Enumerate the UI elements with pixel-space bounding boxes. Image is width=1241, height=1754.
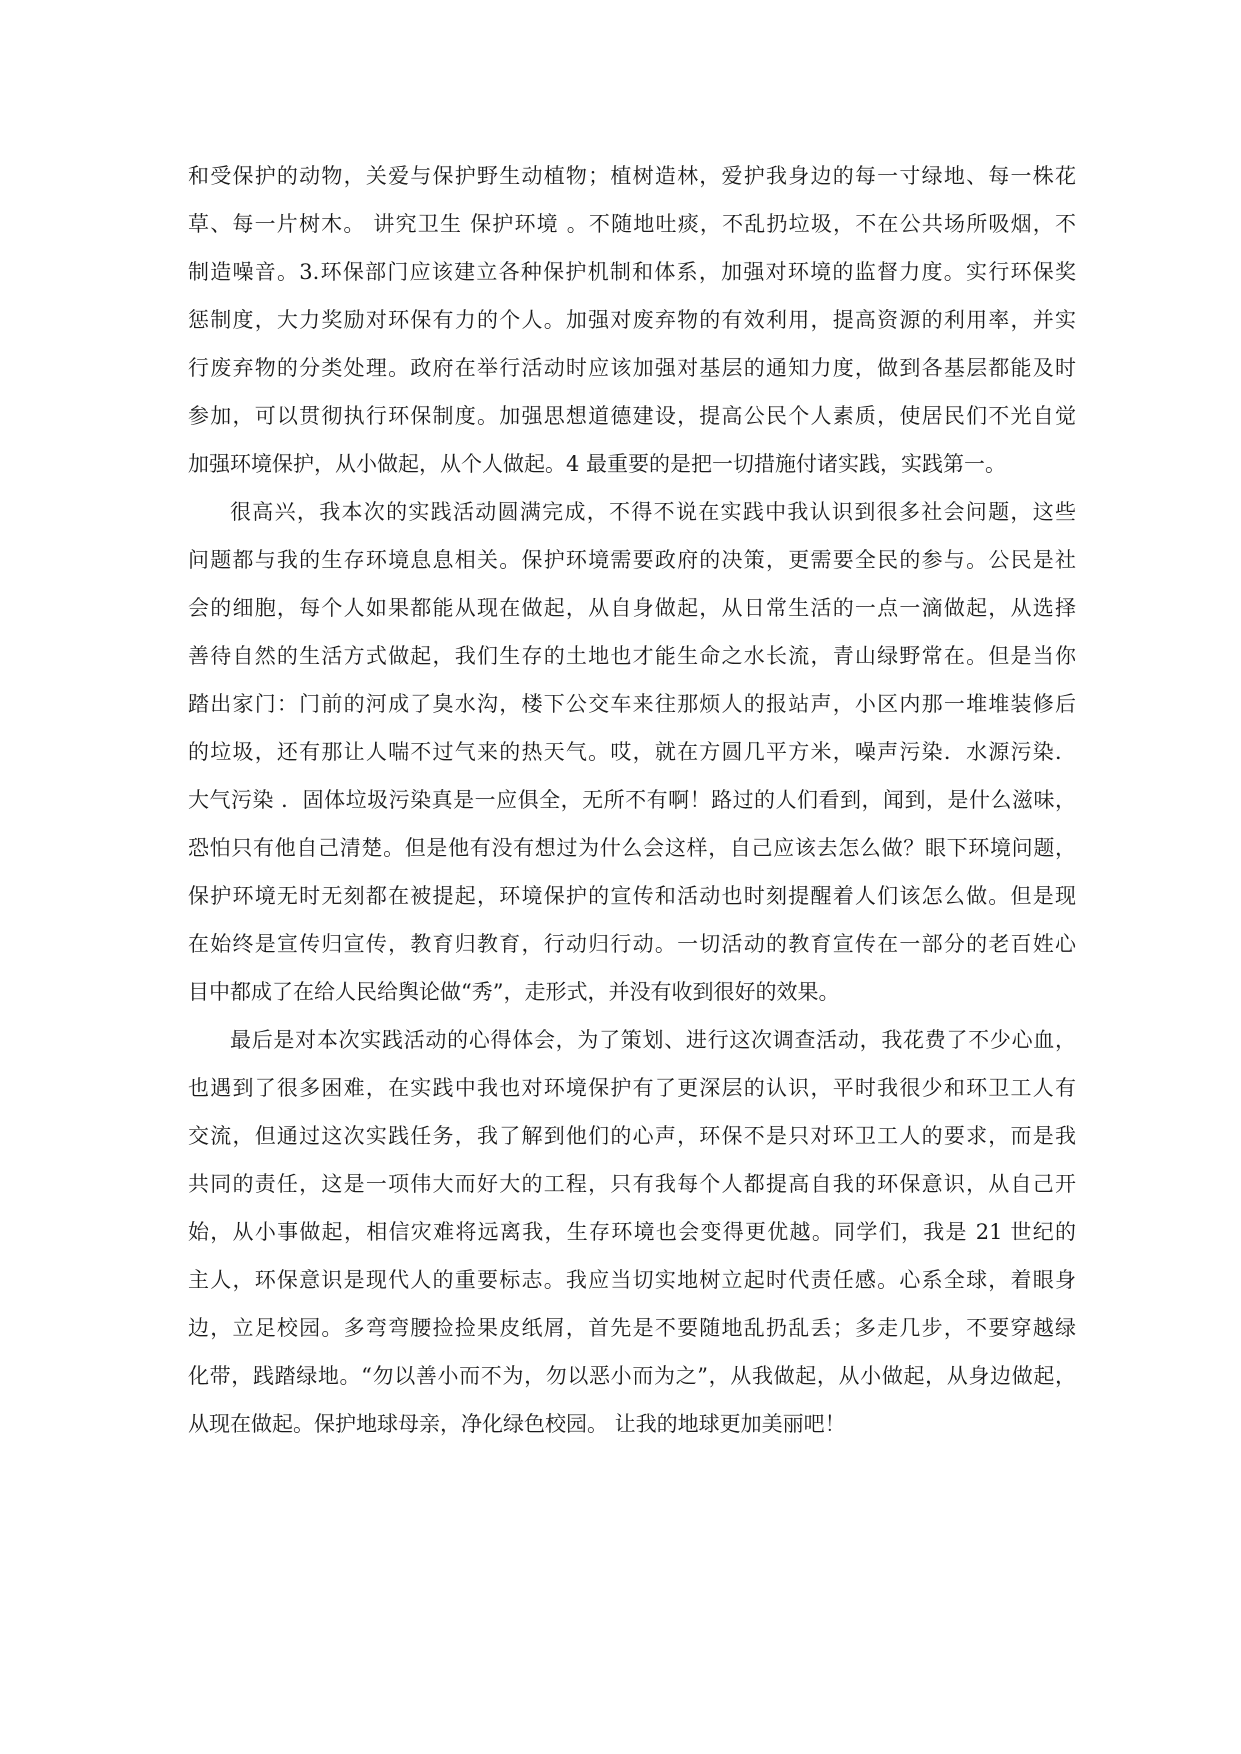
text-line: 也遇到了很多困难，在实践中我也对环境保护有了更深层的认识，平时我很少和环卫工人有 bbox=[188, 1076, 1076, 1100]
text-line: 问题都与我的生存环境息息相关。保护环境需要政府的决策，更需要全民的参与。公民是社 bbox=[188, 548, 1076, 572]
text-line: 大气污染 ．固体垃圾污染真是一应俱全，无所不有啊！路过的人们看到，闻到，是什么滋味， bbox=[188, 788, 1076, 812]
text-line: 和受保护的动物，关爱与保护野生动植物；植树造林，爱护我身边的每一寸绿地、每一株花 bbox=[188, 164, 1076, 188]
text-line: 从现在做起。保护地球母亲，净化绿色校园。 让我的地球更加美丽吧！ bbox=[188, 1412, 846, 1436]
paragraph-3 bbox=[188, 1022, 1076, 1442]
text-line: 目中都成了在给人民给舆论做“秀”，走形式，并没有收到很好的效果。 bbox=[188, 980, 840, 1004]
text-line: 交流，但通过这次实践任务，我了解到他们的心声，环保不是只对环卫工人的要求，而是我 bbox=[188, 1124, 1076, 1148]
document-body bbox=[188, 158, 1076, 1454]
paragraph-1 bbox=[188, 158, 1076, 482]
text-line: 最后是对本次实践活动的心得体会，为了策划、进行这次调查活动，我花费了不少心血， bbox=[230, 1028, 1076, 1052]
text-line: 行废弃物的分类处理。政府在举行活动时应该加强对基层的通知力度，做到各基层都能及时 bbox=[188, 356, 1076, 380]
text-line: 恐怕只有他自己清楚。但是他有没有想过为什么会这样，自己应该去怎么做？眼下环境问题， bbox=[188, 836, 1076, 860]
text-line: 边，立足校园。多弯弯腰捡捡果皮纸屑，首先是不要随地乱扔乱丢；多走几步，不要穿越绿 bbox=[188, 1316, 1076, 1340]
text-line: 在始终是宣传归宣传，教育归教育，行动归行动。一切活动的教育宣传在一部分的老百姓心 bbox=[188, 932, 1076, 956]
text-line: 草、每一片树木。 讲究卫生 保护环境 。不随地吐痰，不乱扔垃圾，不在公共场所吸烟，不 bbox=[188, 212, 1076, 236]
text-line: 共同的责任，这是一项伟大而好大的工程，只有我每个人都提高自我的环保意识，从自己开 bbox=[188, 1172, 1076, 1196]
text-line: 踏出家门：门前的河成了臭水沟，楼下公交车来往那烦人的报站声，小区内那一堆堆装修后 bbox=[188, 692, 1076, 716]
text-line: 很高兴，我本次的实践活动圆满完成，不得不说在实践中我认识到很多社会问题，这些 bbox=[230, 500, 1076, 524]
text-line: 参加，可以贯彻执行环保制度。加强思想道德建设，提高公民个人素质，使居民们不光自觉 bbox=[188, 404, 1076, 428]
text-line: 加强环境保护，从小做起，从个人做起。4 最重要的是把一切措施付诸实践，实践第一。 bbox=[188, 452, 1007, 476]
text-line: 化带，践踏绿地。“勿以善小而不为，勿以恶小而为之”，从我做起，从小做起，从身边做起， bbox=[188, 1364, 1076, 1388]
text-line: 的垃圾，还有那让人喘不过气来的热天气。哎，就在方圆几平方米，噪声污染．水源污染． bbox=[188, 740, 1076, 764]
text-line: 保护环境无时无刻都在被提起，环境保护的宣传和活动也时刻提醒着人们该怎么做。但是现 bbox=[188, 884, 1076, 908]
paragraph-2 bbox=[188, 494, 1076, 1010]
text-line: 善待自然的生活方式做起，我们生存的土地也才能生命之水长流，青山绿野常在。但是当你 bbox=[188, 644, 1076, 668]
text-line: 制造噪音。3.环保部门应该建立各种保护机制和体系，加强对环境的监督力度。实行环保奖 bbox=[188, 260, 1076, 284]
text-line: 始，从小事做起，相信灾难将远离我，生存环境也会变得更优越。同学们，我是 21 世纪的 bbox=[188, 1220, 1076, 1244]
text-line: 主人，环保意识是现代人的重要标志。我应当切实地树立起时代责任感。心系全球，着眼身 bbox=[188, 1268, 1076, 1292]
text-line: 会的细胞，每个人如果都能从现在做起，从自身做起，从日常生活的一点一滴做起，从选择 bbox=[188, 596, 1076, 620]
text-line: 惩制度，大力奖励对环保有力的个人。加强对废弃物的有效利用，提高资源的利用率，并实 bbox=[188, 308, 1076, 332]
